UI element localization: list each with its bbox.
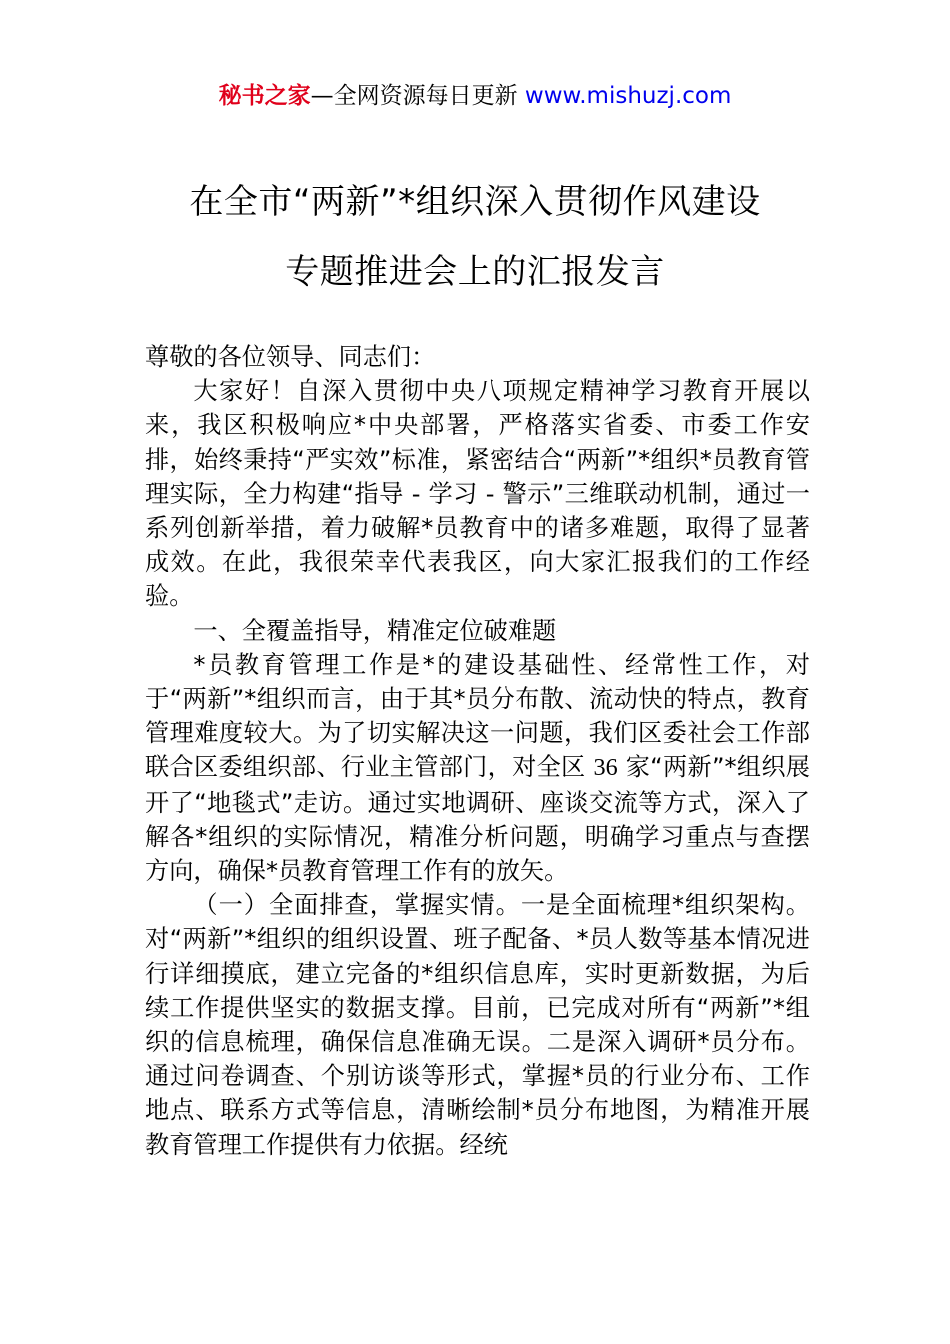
document-title-line-2: 专题推进会上的汇报发言 [285, 252, 665, 292]
paragraph-opening: 大家好！自深入贯彻中央八项规定精神学习教育开展以来，我区积极响应*中央部署，严格落实省委、市委工作安排，始终秉持“严实效”标准，紧密结合“两新”*组织*员教育管理实际，全力构建“指导 - 学习 - 警示”三维联动机制，通过一系列创新举措，着力破解*员教育中的诸多难题，取得了显著成效。在此，我很荣幸代表我区，向大家汇报我们的工作经验。 [145, 377, 810, 611]
header-tagline: —全网资源每日更新 [310, 83, 518, 109]
document-body [145, 340, 810, 1162]
site-url-link[interactable]: www.mishuzj.com [524, 83, 732, 109]
paragraph-section-1-part-a: *员教育管理工作是*的建设基础性、经常性工作，对于“两新”*组织而言，由于其*员分布散、流动快的特点，教育管理难度较大。为了切实解决这一问题，我们区委社会工作部联合区委组织部、行业主管部门，对全区 [145, 650, 810, 782]
paragraph-section-1 [145, 648, 810, 888]
paragraph-subsection-1: （一）全面排查，掌握实情。一是全面梳理*组织架构。对“两新”*组织的组织设置、班子配备、*员人数等基本情况进行详细摸底，建立完备的*组织信息库，实时更新数据，为后续工作提供坚实的数据支撑。目前，已完成对所有“两新”*组织的信息梳理，确保信息准确无误。二是深入调研*员分布。通过问卷调查、个别访谈等形式，掌握*员的行业分布、工作地点、联系方式等信息，清晰绘制*员分布地图，为精准开展教育管理工作提供有力依据。经统 [145, 891, 810, 1159]
brand-name: 秘书之家 [218, 83, 311, 109]
site-header [0, 80, 950, 112]
organization-count: 36 [593, 754, 618, 782]
document-title-line-1: 在全市“两新”*组织深入贯彻作风建设 [189, 182, 761, 222]
paragraph-section-1-part-b: 家“两新”*组织展开了“地毯式”走访。通过实地调研、座谈交流等方式，深入了解各*组织的实际情况，精准分析问题，明确学习重点与查摆方向，确保*员教育管理工作有的放矢。 [145, 753, 810, 886]
salutation: 尊敬的各位领导、同志们： [145, 343, 436, 371]
section-heading-1: 一、全覆盖指导，精准定位破难题 [193, 616, 557, 645]
